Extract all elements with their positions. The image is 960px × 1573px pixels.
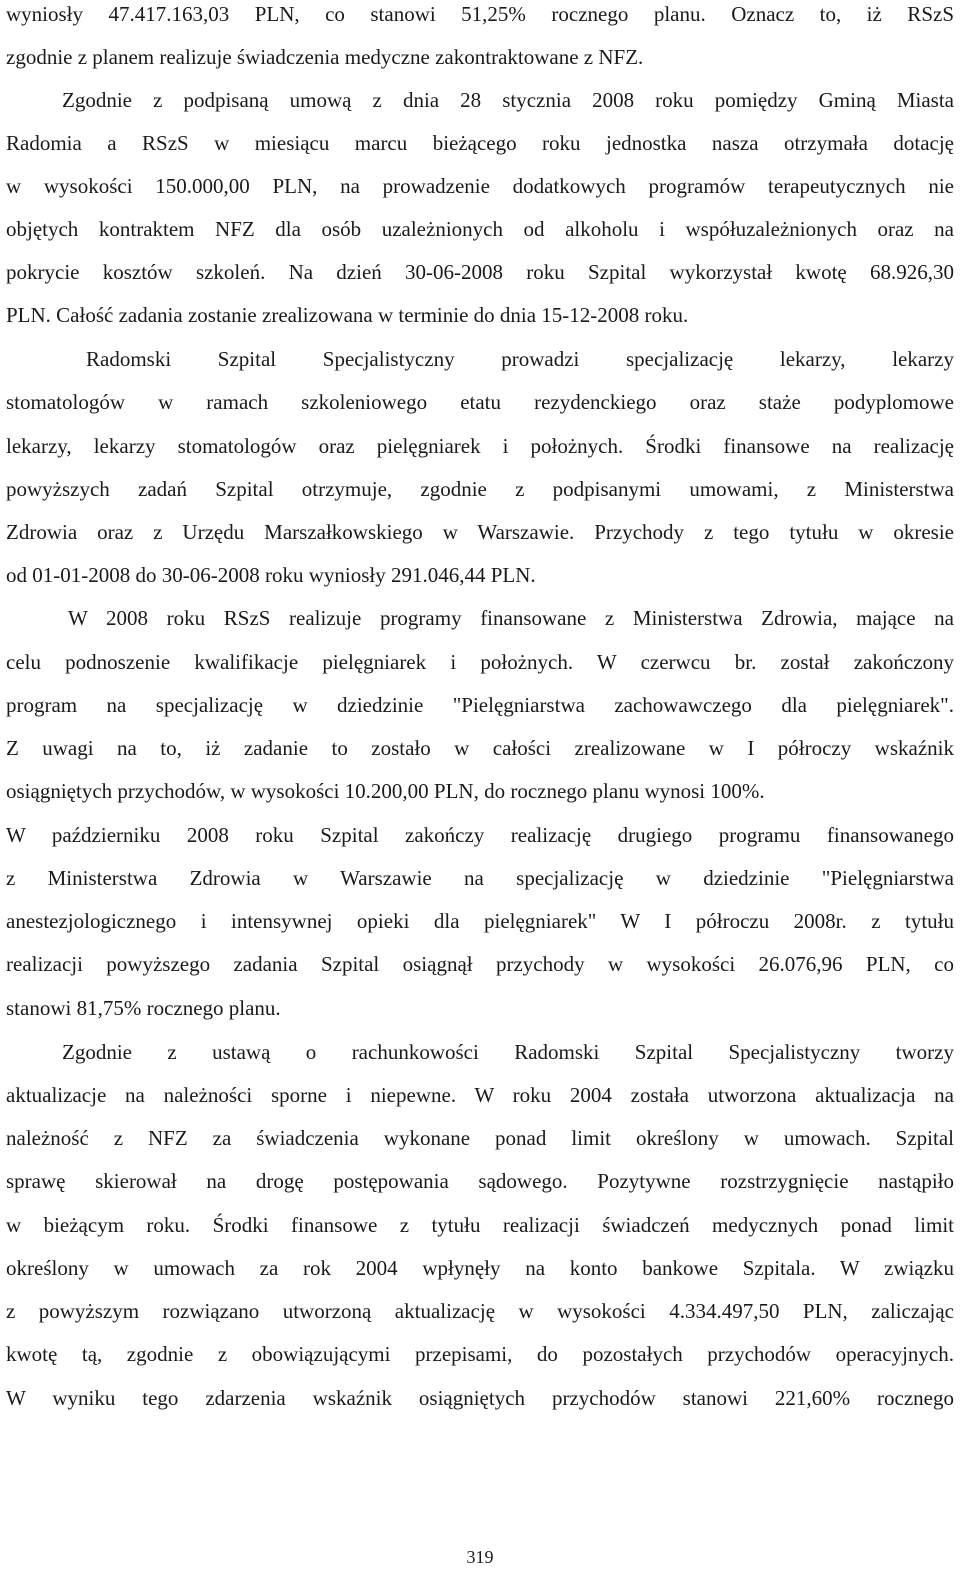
text-line: realizacji powyższego zadania Szpital osiągnął przychody w wysokości 26.076,96 PLN, co — [6, 952, 954, 976]
text-line: sprawę skierował na drogę postępowania sądowego. Pozytywne rozstrzygnięcie nastąpiło — [6, 1169, 954, 1193]
text-line: objętych kontraktem NFZ dla osób uzależnionych od alkoholu i współuzależnionych oraz na — [6, 217, 954, 241]
text-line: kwotę tą, zgodnie z obowiązującymi przepisami, do pozostałych przychodów operacyjnych. — [6, 1342, 954, 1366]
text-line: pokrycie kosztów szkoleń. Na dzień 30-06-2008 roku Szpital wykorzystał kwotę 68.926,30 — [6, 260, 954, 284]
text-line: stomatologów w ramach szkoleniowego etatu rezydenckiego oraz staże podyplomowe — [6, 390, 954, 414]
text-line: anestezjologicznego i intensywnej opieki dla pielęgniarek" W I półroczu 2008r. z tytułu — [6, 909, 954, 933]
text-line: od 01-01-2008 do 30-06-2008 roku wyniosły 291.046,44 PLN. — [6, 563, 536, 587]
text-line: program na specjalizację w dziedzinie "Pielęgniarstwa zachowawczego dla pielęgniarek". — [6, 693, 954, 717]
text-line: w bieżącym roku. Środki finansowe z tytułu realizacji świadczeń medycznych ponad limit — [6, 1213, 954, 1237]
text-line: stanowi 81,75% rocznego planu. — [6, 996, 281, 1020]
text-line: powyższych zadań Szpital otrzymuje, zgodnie z podpisanymi umowami, z Ministerstwa — [6, 477, 954, 501]
text-line: Zdrowia oraz z Urzędu Marszałkowskiego w Warszawie. Przychody z tego tytułu w okresie — [6, 520, 954, 544]
text-line: osiągniętych przychodów, w wysokości 10.200,00 PLN, do rocznego planu wynosi 100%. — [6, 779, 765, 803]
text-line: W wyniku tego zdarzenia wskaźnik osiągniętych przychodów stanowi 221,60% rocznego — [6, 1386, 954, 1410]
text-line: zgodnie z planem realizuje świadczenia medyczne zakontraktowane z NFZ. — [6, 45, 644, 69]
text-line: Z uwagi na to, iż zadanie to zostało w całości zrealizowane w I półroczy wskaźnik — [6, 736, 954, 760]
text-line: Zgodnie z podpisaną umową z dnia 28 stycznia 2008 roku pomiędzy Gminą Miasta — [62, 88, 954, 112]
text-line: w wysokości 150.000,00 PLN, na prowadzenie dodatkowych programów terapeutycznych nie — [6, 174, 954, 198]
text-line: aktualizacje na należności sporne i niepewne. W roku 2004 została utworzona aktualizacja na — [6, 1083, 954, 1107]
text-line: W październiku 2008 roku Szpital zakończy realizację drugiego programu finansowanego — [6, 823, 954, 847]
text-line: należność z NFZ za świadczenia wykonane ponad limit określony w umowach. Szpital — [6, 1126, 954, 1150]
text-line: wyniosły 47.417.163,03 PLN, co stanowi 51,25% rocznego planu. Oznacz to, iż RSzS — [6, 2, 954, 26]
text-line: z Ministerstwa Zdrowia w Warszawie na specjalizację w dziedzinie "Pielęgniarstwa — [6, 866, 954, 890]
text-line: określony w umowach za rok 2004 wpłynęły na konto bankowe Szpitala. W związku — [6, 1256, 954, 1280]
page-number: 319 — [466, 1547, 494, 1567]
text-line: Zgodnie z ustawą o rachunkowości Radomski Szpital Specjalistyczny tworzy — [62, 1040, 954, 1064]
text-line: Radomia a RSzS w miesiącu marcu bieżącego roku jednostka nasza otrzymała dotację — [6, 131, 954, 155]
text-line: W 2008 roku RSzS realizuje programy finansowane z Ministerstwa Zdrowia, mające na — [68, 606, 954, 630]
text-line: celu podnoszenie kwalifikacje pielęgniarek i położnych. W czerwcu br. został zakończony — [6, 650, 954, 674]
text-line: z powyższym rozwiązano utworzoną aktualizację w wysokości 4.334.497,50 PLN, zaliczając — [6, 1299, 954, 1323]
text-line: lekarzy, lekarzy stomatologów oraz pielęgniarek i położnych. Środki finansowe na realizację — [6, 434, 954, 458]
text-line: PLN. Całość zadania zostanie zrealizowana w terminie do dnia 15-12-2008 roku. — [6, 303, 689, 327]
text-line: Radomski Szpital Specjalistyczny prowadzi specjalizację lekarzy, lekarzy — [86, 347, 954, 371]
